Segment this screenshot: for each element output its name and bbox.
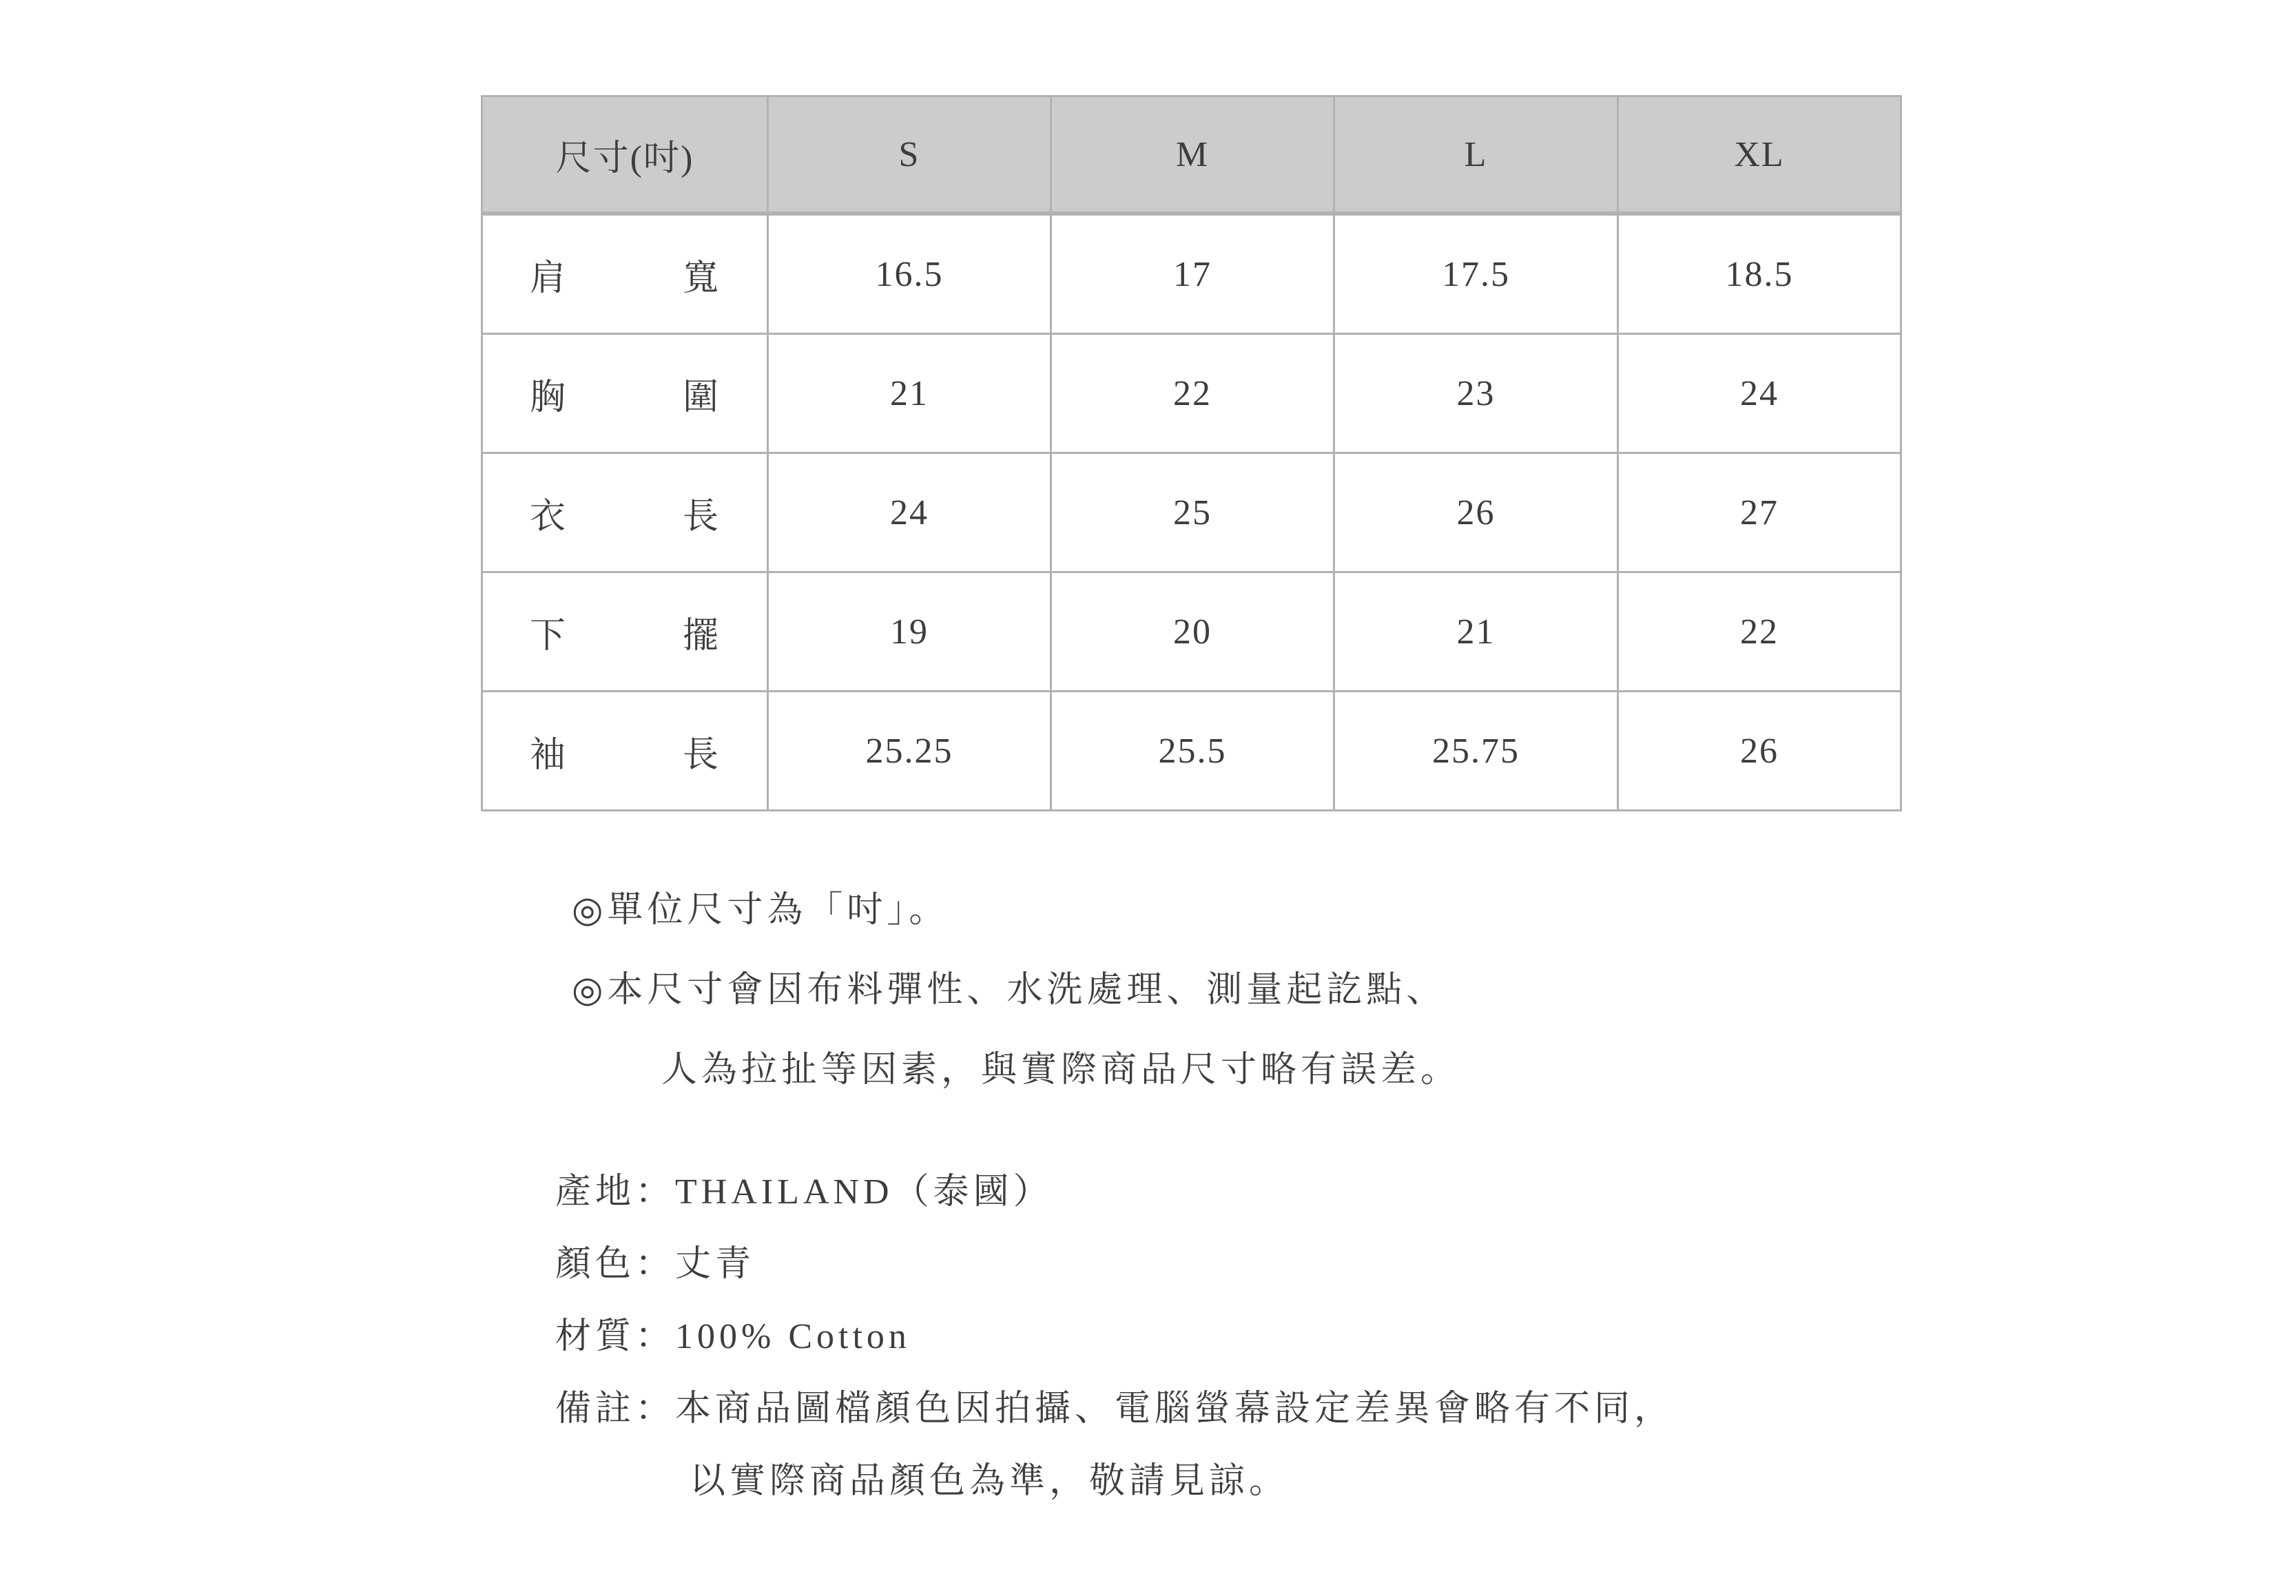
row-label-char: 袖 <box>530 735 568 775</box>
product-details <box>555 1156 1674 1517</box>
size-table <box>481 95 1902 811</box>
cell-sleeve-s: 25.25 <box>768 692 1051 811</box>
table-row-chest <box>482 334 1901 453</box>
cell-length-xl: 27 <box>1618 453 1901 572</box>
cell-chest-s: 21 <box>768 334 1051 453</box>
size-table-body <box>482 214 1901 811</box>
row-label-shoulder-width <box>482 214 768 334</box>
row-label-chest <box>482 334 768 453</box>
note-tolerance-line1: ◎本尺寸會因布料彈性、水洗處理、測量起訖點、 <box>572 971 1447 1010</box>
cell-chest-xl: 24 <box>1618 334 1901 453</box>
detail-remark-line1: 備註：本商品圖檔顏色因拍攝、電腦螢幕設定差異會略有不同， <box>555 1389 1675 1429</box>
cell-sleeve-l: 25.75 <box>1334 692 1618 811</box>
row-label-sleeve-length <box>482 692 768 811</box>
row-label-char: 衣 <box>530 497 568 537</box>
cell-sleeve-m: 25.5 <box>1051 692 1334 811</box>
cell-length-l: 26 <box>1334 453 1618 572</box>
header-cell-size-s: S <box>768 96 1051 214</box>
header-cell-size-unit: 尺寸(吋) <box>482 96 768 214</box>
cell-shoulder-s: 16.5 <box>768 214 1051 334</box>
cell-hem-xl: 22 <box>1618 572 1901 692</box>
detail-material: 材質：100% Cotton <box>555 1317 911 1356</box>
table-row-shoulder-width <box>482 214 1901 334</box>
row-label-char: 擺 <box>682 616 720 656</box>
cell-shoulder-xl: 18.5 <box>1618 214 1901 334</box>
table-row-garment-length <box>482 453 1901 572</box>
cell-hem-s: 19 <box>768 572 1051 692</box>
row-label-char: 寬 <box>682 258 720 298</box>
cell-length-m: 25 <box>1051 453 1334 572</box>
detail-origin: 產地：THAILAND（泰國） <box>555 1172 1053 1212</box>
cell-sleeve-xl: 26 <box>1618 692 1901 811</box>
table-row-sleeve-length <box>482 692 1901 811</box>
detail-color: 顏色：丈青 <box>555 1245 756 1284</box>
row-label-char: 肩 <box>530 258 568 298</box>
note-tolerance-line2: 人為拉扯等因素，與實際商品尺寸略有誤差。 <box>661 1050 1461 1090</box>
measurement-notes <box>572 871 1460 1110</box>
row-label-hem <box>482 572 768 692</box>
size-table-header <box>482 96 1901 214</box>
table-row-hem <box>482 572 1901 692</box>
row-label-garment-length <box>482 453 768 572</box>
row-label-char: 胸 <box>530 377 568 417</box>
cell-shoulder-l: 17.5 <box>1334 214 1618 334</box>
cell-hem-l: 21 <box>1334 572 1618 692</box>
header-cell-size-m: M <box>1051 96 1334 214</box>
detail-remark-line2: 以實際商品顏色為準，敬請見諒。 <box>690 1462 1290 1501</box>
cell-chest-m: 22 <box>1051 334 1334 453</box>
row-label-char: 圍 <box>682 377 720 417</box>
size-table-header-row <box>482 96 1901 214</box>
row-label-char: 下 <box>530 616 568 656</box>
cell-shoulder-m: 17 <box>1051 214 1334 334</box>
header-cell-size-l: L <box>1334 96 1618 214</box>
note-unit: ◎單位尺寸為「吋」。 <box>572 891 949 930</box>
row-label-char: 長 <box>682 497 720 537</box>
cell-length-s: 24 <box>768 453 1051 572</box>
header-cell-size-xl: XL <box>1618 96 1901 214</box>
cell-chest-l: 23 <box>1334 334 1618 453</box>
cell-hem-m: 20 <box>1051 572 1334 692</box>
row-label-char: 長 <box>682 735 720 775</box>
